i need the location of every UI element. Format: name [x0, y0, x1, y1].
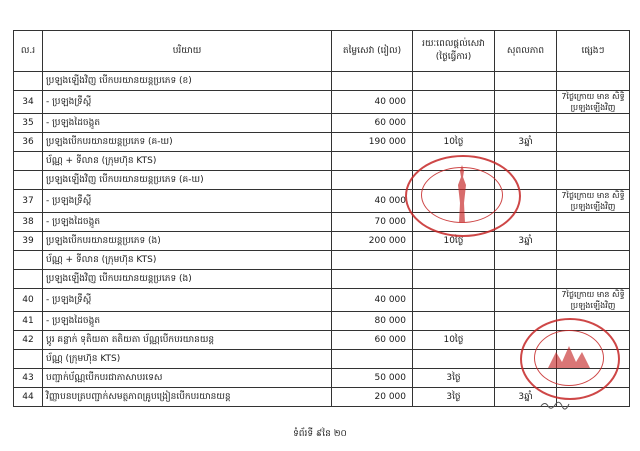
- row-note: 7ថ្ងៃក្រោយ មាន សិទ្ធិប្រឡងឡើងវិញ: [557, 91, 630, 114]
- official-seal-stamp-2: [520, 318, 620, 400]
- header-duration: រយៈពេលផ្តល់សេវា (ថ្ងៃធ្វើការ): [413, 31, 495, 72]
- table-row: [14, 190, 630, 213]
- table-row: [14, 114, 630, 133]
- row-price: 50 000: [332, 369, 413, 388]
- row-duration: [413, 312, 495, 331]
- row-price: 80 000: [332, 312, 413, 331]
- table-row: [14, 251, 630, 270]
- table-row: [14, 232, 630, 251]
- row-validity: 3ឆ្នាំ: [495, 133, 557, 152]
- row-price: [332, 152, 413, 171]
- row-price: 40 000: [332, 289, 413, 312]
- deity-figure-icon: [455, 163, 469, 227]
- row-number: 38: [14, 213, 43, 232]
- row-description: - ប្រឡងទ្រឹស្តី: [43, 190, 332, 213]
- row-duration: 10ថ្ងៃ: [413, 133, 495, 152]
- row-number: 44: [14, 388, 43, 407]
- row-price: 60 000: [332, 331, 413, 350]
- row-description: ប័ណ្ណ + ទីលាន (ក្រុមហ៊ុន KTS): [43, 251, 332, 270]
- row-validity: [495, 91, 557, 114]
- row-price: 60 000: [332, 114, 413, 133]
- row-description: វិញ្ញាបនបត្របញ្ជាក់សមត្ថភាពគ្រូបង្រៀនបើកបរយានយន្ត: [43, 388, 332, 407]
- row-number: [14, 251, 43, 270]
- row-description: - ប្រឡងដៃចង្កូត: [43, 312, 332, 331]
- row-duration: [413, 72, 495, 91]
- row-validity: 3ឆ្នាំ: [495, 388, 557, 407]
- row-note: [557, 251, 630, 270]
- row-validity: 3ឆ្នាំ: [495, 232, 557, 251]
- row-note: [557, 270, 630, 289]
- row-price: [332, 350, 413, 369]
- row-note: [557, 152, 630, 171]
- table-row: [14, 91, 630, 114]
- row-duration: [413, 91, 495, 114]
- table-row: [14, 133, 630, 152]
- row-price: [332, 171, 413, 190]
- row-validity: [495, 114, 557, 133]
- table-row: [14, 270, 630, 289]
- row-number: [14, 270, 43, 289]
- row-number: 34: [14, 91, 43, 114]
- row-description: - ប្រឡងទ្រឹស្តី: [43, 289, 332, 312]
- header-price: តម្លៃសេវា (រៀល): [332, 31, 413, 72]
- row-note: [557, 72, 630, 91]
- row-number: [14, 72, 43, 91]
- row-price: [332, 270, 413, 289]
- header-other: ផ្សេងៗ: [557, 31, 630, 72]
- row-note: 7ថ្ងៃក្រោយ មាន សិទ្ធិប្រឡងឡើងវិញ: [557, 190, 630, 213]
- row-number: 35: [14, 114, 43, 133]
- row-number: 39: [14, 232, 43, 251]
- row-description: ប្តូរ គន្លាក់ ទុតិយតា តតិយតា ប័ណ្ណបើកបរយានយន្ត: [43, 331, 332, 350]
- row-number: 41: [14, 312, 43, 331]
- row-number: 36: [14, 133, 43, 152]
- table-row: [14, 171, 630, 190]
- row-description: បញ្ជាក់ប័ណ្ណបើកបរជាភាសាបរទេស: [43, 369, 332, 388]
- table-row: [14, 152, 630, 171]
- table-header-row: [14, 31, 630, 72]
- row-description: - ប្រឡងដៃចង្កូត: [43, 114, 332, 133]
- row-number: 37: [14, 190, 43, 213]
- table-row: [14, 289, 630, 312]
- row-note: [557, 114, 630, 133]
- row-price: [332, 251, 413, 270]
- row-note: [557, 213, 630, 232]
- row-price: [332, 72, 413, 91]
- row-number: 40: [14, 289, 43, 312]
- row-description: ប្រឡងឡើងវិញ បើកបរយានយន្តប្រភេទ (គ-ឃ): [43, 171, 332, 190]
- row-validity: [495, 72, 557, 91]
- row-validity: [495, 289, 557, 312]
- row-duration: [413, 251, 495, 270]
- row-price: 40 000: [332, 91, 413, 114]
- row-note: [557, 133, 630, 152]
- row-description: ប្រឡងឡើងវិញ បើកបរយានយន្តប្រភេទ (ង): [43, 270, 332, 289]
- row-price: 20 000: [332, 388, 413, 407]
- row-note: 7ថ្ងៃក្រោយ មាន សិទ្ធិប្រឡងឡើងវិញ: [557, 289, 630, 312]
- row-description: ប័ណ្ណ (ក្រុមហ៊ុន KTS): [43, 350, 332, 369]
- row-price: 40 000: [332, 190, 413, 213]
- header-validity: សុពលភាព: [495, 31, 557, 72]
- row-description: - ប្រឡងទ្រឹស្តី: [43, 91, 332, 114]
- temple-emblem-icon: [544, 344, 594, 370]
- row-description: - ប្រឡងដៃចង្កូត: [43, 213, 332, 232]
- row-number: [14, 152, 43, 171]
- row-duration: [413, 350, 495, 369]
- row-description: ប្រឡងបើកបរយានយន្តប្រភេទ (គ-ឃ): [43, 133, 332, 152]
- header-number: ល.រ: [14, 31, 43, 72]
- row-validity: [495, 270, 557, 289]
- row-validity: [495, 251, 557, 270]
- row-number: [14, 350, 43, 369]
- row-note: [557, 171, 630, 190]
- table-row: [14, 213, 630, 232]
- page-footer: ទំព័រទី ៩នៃ ២០: [293, 429, 347, 439]
- row-note: [557, 232, 630, 251]
- row-price: 190 000: [332, 133, 413, 152]
- row-price: 200 000: [332, 232, 413, 251]
- row-price: 70 000: [332, 213, 413, 232]
- row-description: ប័ណ្ណ + ទីលាន (ក្រុមហ៊ុន KTS): [43, 152, 332, 171]
- row-duration: 10ថ្ងៃ: [413, 232, 495, 251]
- row-duration: [413, 289, 495, 312]
- row-duration: [413, 114, 495, 133]
- table-row: [14, 72, 630, 91]
- header-description: បរិយាយ: [43, 31, 332, 72]
- signature-scribble-icon: [540, 400, 570, 410]
- row-description: ប្រឡងបើកបរយានយន្តប្រភេទ (ង): [43, 232, 332, 251]
- row-number: 43: [14, 369, 43, 388]
- official-seal-stamp: [405, 155, 521, 237]
- row-number: 42: [14, 331, 43, 350]
- row-duration: 3ថ្ងៃ: [413, 388, 495, 407]
- row-duration: [413, 270, 495, 289]
- row-description: ប្រឡងឡើងវិញ បើកបរយានយន្តប្រភេទ (ខ): [43, 72, 332, 91]
- row-number: [14, 171, 43, 190]
- row-duration: 3ថ្ងៃ: [413, 369, 495, 388]
- row-duration: 10ថ្ងៃ: [413, 331, 495, 350]
